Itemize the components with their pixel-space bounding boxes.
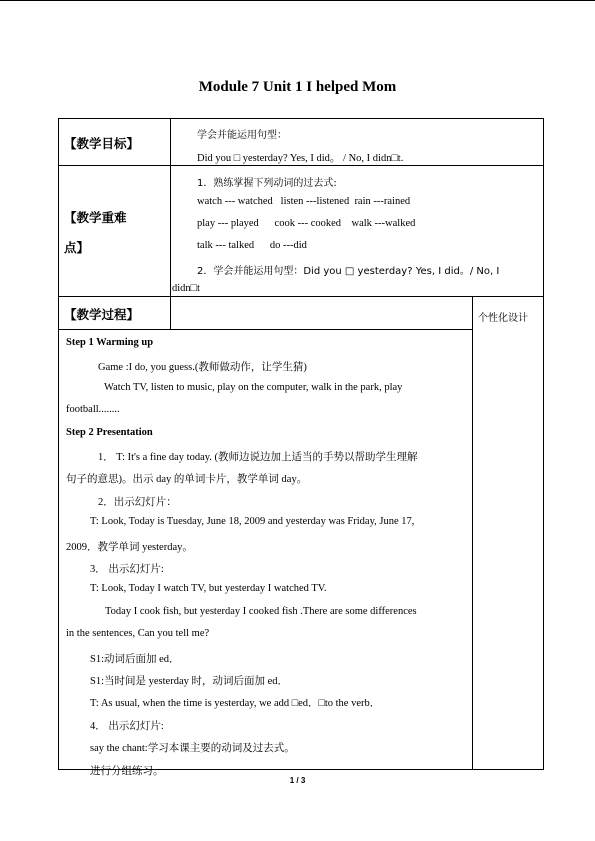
personalized-design-label: 个性化设计 xyxy=(478,313,528,324)
key-points-item-2: 2．学会并能运用句型：Did you □ yesterday? Yes, I did。/ No, I xyxy=(197,266,500,277)
process-line: 进行分组练习。 xyxy=(90,765,164,777)
key-points-item-2-continued: didn□t xyxy=(172,283,200,294)
process-line: 1． T: It's a fine day today. (教师边说边加上适当的手势以帮助学生理解 xyxy=(98,452,418,463)
process-line: Watch TV, listen to music, play on the computer, walk in the park, play xyxy=(104,381,403,393)
objectives-line-2: Did you □ yesterday? Yes, I did。 / No, I didn□t. xyxy=(197,153,404,164)
process-line: in the sentences, Can you tell me? xyxy=(66,628,210,640)
process-line: S1:当时间是 yesterday 时，动词后面加 ed． xyxy=(90,676,289,687)
process-line: 2009．教学单词 yesterday。 xyxy=(66,541,193,553)
process-line: 2．出示幻灯片： xyxy=(98,496,177,508)
process-header-divider xyxy=(170,296,171,330)
key-points-item-1: 1．熟练掌握下列动词的过去式: xyxy=(197,178,337,189)
process-step-heading: Step 1 Warming up xyxy=(66,337,154,348)
process-line: 句子的意思)。出示 day 的单词卡片，教学单词 day。 xyxy=(66,474,308,486)
key-points-label-line-2: 点】 xyxy=(64,240,90,255)
objectives-label: 【教学目标】 xyxy=(64,136,140,151)
key-points-verbs-3: talk --- talked do ---did xyxy=(197,240,307,251)
process-line: T: Look, Today is Tuesday, June 18, 2009 and yesterday was Friday, June 17, xyxy=(90,516,415,528)
process-line: football........ xyxy=(66,404,120,416)
process-header-rule xyxy=(58,329,472,330)
process-line: T: As usual, when the time is yesterday, we add □ed．□to the verb． xyxy=(90,698,381,710)
key-points-label-line-1: 【教学重难 xyxy=(64,210,127,225)
document-title: Module 7 Unit 1 I helped Mom xyxy=(198,79,397,95)
top-rule xyxy=(0,0,595,1)
objectives-line-1: 学会并能运用句型： xyxy=(197,130,287,141)
process-line: 4． 出示幻灯片: xyxy=(90,720,164,732)
process-line: 3． 出示幻灯片: xyxy=(90,564,164,575)
process-step-heading: Step 2 Presentation xyxy=(66,426,153,438)
process-line: Game :I do, you guess.(教师做动作，让学生猜) xyxy=(98,362,307,374)
process-line: T: Look, Today I watch TV, but yesterday I watched TV. xyxy=(90,583,327,595)
key-points-verbs-1: watch --- watched listen ---listened rain ---rained xyxy=(197,196,411,207)
objectives-divider xyxy=(170,118,171,166)
process-line: Today I cook fish, but yesterday I cooked fish .There are some differences xyxy=(105,605,417,617)
process-label: 【教学过程】 xyxy=(64,307,140,322)
process-line: S1:动词后面加 ed． xyxy=(90,653,180,665)
process-line: say the chant:学习本课主要的动词及过去式。 xyxy=(90,743,295,755)
page-number: 1 / 3 xyxy=(289,776,306,785)
process-side-divider xyxy=(472,296,473,770)
key-points-divider xyxy=(170,165,171,297)
key-points-verbs-2: play --- played cook --- cooked walk ---walked xyxy=(197,218,416,229)
